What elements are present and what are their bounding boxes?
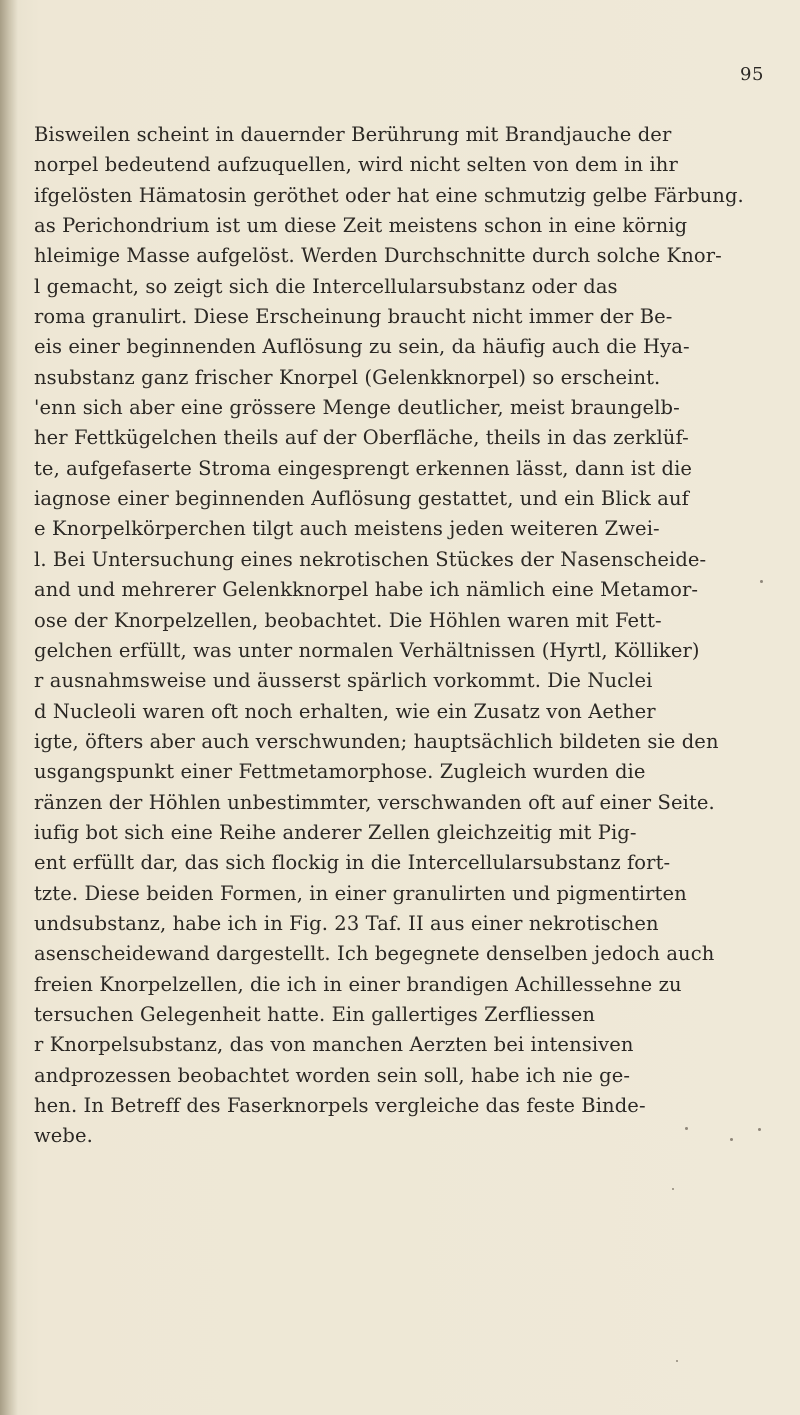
text-line: nsubstanz ganz frischer Knorpel (Gelenkknorpel) so erscheint. [34, 365, 661, 389]
page-gutter-shadow [0, 0, 18, 1415]
page-number: 95 [740, 64, 764, 85]
text-line: undsubstanz, habe ich in Fig. 23 Taf. II aus einer nekrotischen [34, 911, 659, 935]
text-line: norpel bedeutend aufzuquellen, wird nicht selten von dem in ihr [34, 153, 678, 177]
text-line: eis einer beginnenden Auflösung zu sein, da häufig auch die Hya- [34, 335, 690, 359]
text-line: tersuchen Gelegenheit hatte. Ein gallertiges Zerfliessen [34, 1002, 596, 1026]
paper-blemish [672, 1188, 674, 1190]
body-text [34, 120, 794, 1152]
text-line: l gemacht, so zeigt sich die Intercellularsubstanz oder das [34, 274, 618, 298]
paper-blemish [685, 1127, 688, 1130]
text-line: r ausnahmsweise und äusserst spärlich vorkommt. Die Nuclei [34, 669, 653, 693]
text-line: e Knorpelkörperchen tilgt auch meistens jeden weiteren Zwei- [34, 517, 660, 541]
text-line: gelchen erfüllt, was unter normalen Verhältnissen (Hyrtl, Kölliker) [34, 638, 700, 662]
text-line: ose der Knorpelzellen, beobachtet. Die Höhlen waren mit Fett- [34, 608, 662, 632]
text-line: webe. [34, 1124, 93, 1148]
text-line: l. Bei Untersuchung eines nekrotischen Stückes der Nasenscheide- [34, 547, 707, 571]
text-line: roma granulirt. Diese Erscheinung braucht nicht immer der Be- [34, 305, 673, 329]
text-line: tzte. Diese beiden Formen, in einer granulirten und pigmentirten [34, 881, 687, 905]
text-line: asenscheidewand dargestellt. Ich begegnete denselben jedoch auch [34, 942, 715, 966]
text-line: and und mehrerer Gelenkknorpel habe ich nämlich eine Metamor- [34, 578, 699, 602]
text-line: as Perichondrium ist um diese Zeit meistens schon in eine körnig [34, 214, 688, 238]
text-line: Bisweilen scheint in dauernder Berührung mit Brandjauche der [34, 123, 672, 146]
text-line: usgangspunkt einer Fettmetamorphose. Zugleich wurden die [34, 760, 646, 784]
text-line: her Fettkügelchen theils auf der Oberfläche, theils in das zerklüf- [34, 426, 689, 450]
paper-blemish [760, 580, 763, 583]
text-line: hen. In Betreff des Faserknorpels vergleiche das feste Binde- [34, 1094, 646, 1117]
text-line: iagnose einer beginnenden Auflösung gestattet, und ein Blick auf [34, 487, 689, 511]
text-line: igte, öfters aber auch verschwunden; hauptsächlich bildeten sie den [34, 729, 719, 753]
text-line: 'enn sich aber eine grössere Menge deutlicher, meist braungelb- [34, 396, 680, 420]
text-line: d Nucleoli waren oft noch erhalten, wie ein Zusatz von Aether [34, 699, 656, 723]
paper-blemish [758, 1128, 761, 1131]
text-line: ränzen der Höhlen unbestimmter, verschwanden oft auf einer Seite. [34, 790, 715, 814]
text-line: ent erfüllt dar, das sich flockig in die Intercellularsubstanz fort- [34, 851, 671, 875]
text-line: andprozessen beobachtet worden sein soll, habe ich nie ge- [34, 1063, 631, 1087]
text-line: freien Knorpelzellen, die ich in einer brandigen Achillessehne zu [34, 972, 682, 996]
paper-blemish [730, 1138, 733, 1141]
text-line: r Knorpelsubstanz, das von manchen Aerzten bei intensiven [34, 1033, 634, 1057]
text-line: ifgelösten Hämatosin geröthet oder hat eine schmutzig gelbe Färbung. [34, 183, 744, 207]
text-line: hleimige Masse aufgelöst. Werden Durchschnitte durch solche Knor- [34, 244, 722, 268]
text-line: iufig bot sich eine Reihe anderer Zellen gleichzeitig mit Pig- [34, 820, 637, 844]
text-line: te, aufgefaserte Stroma eingesprengt erkennen lässt, dann ist die [34, 456, 693, 480]
paper-blemish [676, 1360, 678, 1362]
